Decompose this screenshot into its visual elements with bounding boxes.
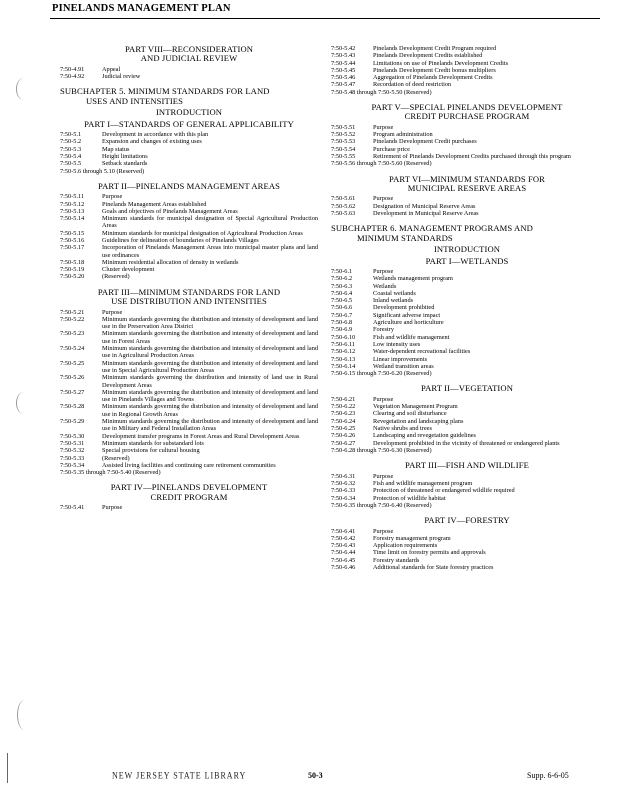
toc-entry	[331, 564, 603, 571]
toc-entry	[331, 81, 603, 88]
heading-line: PART I—WETLANDS	[425, 255, 509, 266]
section-title: Development in Municipal Reserve Areas	[373, 210, 479, 218]
section-number: 7:50-5.25	[60, 359, 85, 367]
section-title: Retirement of Pinelands Development Credits purchased through this program	[373, 153, 571, 161]
section-number: 7:50-5.22	[60, 315, 85, 323]
toc-entry	[60, 66, 318, 73]
toc-entry	[331, 67, 603, 74]
section-title: Inland wetlands	[373, 297, 414, 305]
reserved-range: 7:50-5.35 through 7:50-5.40 (Reserved)	[60, 469, 161, 477]
section-number: 7:50-5.4	[60, 152, 82, 160]
left-column	[60, 45, 318, 512]
heading-line: AND JUDICIAL REVIEW	[140, 53, 238, 64]
section-title: Limitations on use of Pinelands Development Credits	[373, 59, 509, 67]
toc-entry	[331, 480, 603, 487]
section-number: 7:50-5.32	[60, 447, 85, 455]
toc-entry	[331, 268, 603, 275]
section-number: 7:50-5.51	[331, 123, 356, 131]
toc-entry	[331, 334, 603, 341]
section-number: 7:50-5.5	[60, 160, 82, 168]
heading-line: PART I—STANDARDS OF GENERAL APPLICABILITY	[84, 118, 294, 129]
section-number: 7:50-6.12	[331, 348, 356, 356]
toc-entry	[331, 396, 603, 403]
section-title: Purpose	[373, 268, 394, 275]
part-heading	[331, 257, 603, 266]
toc-entry	[331, 195, 603, 202]
toc-entry	[60, 215, 318, 230]
toc-entry	[60, 208, 318, 215]
section-number: 7:50-6.31	[331, 472, 356, 480]
toc-entry	[331, 283, 603, 290]
toc-entry	[331, 297, 603, 304]
section-title: Fish and wildlife management program	[373, 479, 473, 487]
heading-line: PART IV—PINELANDS DEVELOPMENT	[110, 482, 268, 493]
section-title: Purpose	[373, 472, 394, 480]
section-number: 7:50-6.6	[331, 304, 353, 312]
toc-entry	[60, 374, 318, 389]
toc-entry	[60, 259, 318, 266]
toc-entry	[331, 210, 603, 217]
section-number: 7:50-6.33	[331, 487, 356, 495]
toc-entry	[60, 389, 318, 404]
section-number: 7:50-6.2	[331, 275, 353, 283]
toc-entry	[331, 403, 603, 410]
section-number: 7:50-6.32	[331, 479, 356, 487]
section-title: Height limitations	[102, 152, 148, 160]
toc-entry	[60, 455, 318, 462]
section-title: Minimum standards governing the distribution and intensity of development and land use in Special Agricultural Production Areas	[102, 359, 318, 374]
toc-entry	[60, 330, 318, 345]
heading-line: SUBCHAPTER 6. MANAGEMENT PROGRAMS AND	[331, 223, 533, 234]
toc-entry	[60, 504, 318, 511]
part-heading	[60, 45, 318, 64]
section-title: Minimum standards for municipal designation of Agricultural Production Areas	[102, 229, 303, 237]
section-title: (Reserved)	[102, 273, 130, 281]
heading-line: PART VI—MINIMUM STANDARDS FOR	[388, 173, 546, 184]
toc-entry	[331, 440, 603, 447]
part-heading	[60, 483, 318, 502]
section-number: 7:50-5.43	[331, 52, 356, 60]
section-title: Landscaping and revegetation guidelines	[373, 432, 476, 440]
section-title: Development in accordance with this plan	[102, 131, 209, 139]
section-title: Minimum standards governing the distribution and intensity of development and land use in the Preservation Area District	[102, 315, 318, 331]
section-title: Incorporation of Pinelands Management Areas into municipal master plans and land use ordinances	[102, 244, 318, 259]
heading-line: PART III—FISH AND WILDLIFE	[405, 460, 529, 471]
section-title: Purpose	[102, 504, 123, 512]
subchapter-heading	[60, 87, 318, 106]
section-title: Aggregation of Pinelands Development Credits	[373, 74, 493, 82]
toc-entry	[331, 410, 603, 417]
section-title: Purpose	[373, 527, 394, 535]
reserved-range: 7:50-6.35 through 7:50-6.40 (Reserved)	[331, 501, 432, 509]
section-number: 7:50-6.45	[331, 556, 356, 564]
toc-entry	[331, 203, 603, 210]
toc-entry	[331, 542, 603, 549]
section-number: 7:50-6.34	[331, 494, 356, 502]
section-number: 7:50-5.41	[60, 504, 85, 512]
section-title: Expansion and changes of existing uses	[102, 138, 202, 146]
toc-entry	[331, 473, 603, 480]
toc-entry	[331, 146, 603, 153]
heading-line: PART II—PINELANDS MANAGEMENT AREAS	[97, 180, 281, 191]
section-title: Forestry	[373, 326, 394, 334]
heading-line: PART V—SPECIAL PINELANDS DEVELOPMENT	[371, 102, 563, 113]
section-title: Time limit on forestry permits and approvals	[373, 549, 486, 557]
section-title: Forestry standards	[373, 556, 420, 564]
toc-entry	[331, 341, 603, 348]
reserved-range: 7:50-5.56 through 7:50-5.60 (Reserved)	[331, 160, 432, 168]
section-title: Development prohibited	[373, 304, 435, 312]
toc-entry	[60, 160, 318, 167]
section-title: Protection of threatened or endangered wildlife required	[373, 487, 515, 495]
section-title: Pinelands Development Credit purchases	[373, 138, 477, 146]
section-title: Clearing and soil disturbance	[373, 410, 447, 418]
section-number: 7:50-6.44	[331, 549, 356, 557]
section-title: Recordation of deed restriction	[373, 81, 452, 89]
edge-mark	[7, 753, 8, 783]
part-heading	[60, 120, 318, 129]
toc-entry	[331, 131, 603, 138]
section-title: Pinelands Development Credit bonus multipliers	[373, 66, 496, 74]
section-number: 7:50-5.47	[331, 81, 356, 89]
toc-entry	[331, 487, 603, 494]
section-title: Water-dependent recreational facilities	[373, 348, 471, 356]
section-number: 7:50-6.5	[331, 297, 353, 305]
section-title: Designation of Municipal Reserve Areas	[373, 202, 476, 210]
toc-entry	[60, 447, 318, 454]
section-title: Agriculture and horticulture	[373, 319, 444, 327]
reserved-range: 7:50-6.15 through 7:50-6.20 (Reserved)	[331, 370, 432, 378]
toc-entry	[60, 316, 318, 331]
right-column	[331, 45, 603, 571]
part-heading	[60, 288, 318, 307]
section-title: Development transfer programs in Forest Areas and Rural Development Areas	[102, 432, 300, 440]
heading-line: INTRODUCTION	[433, 244, 501, 255]
toc-entry	[60, 244, 318, 259]
section-title: Purpose	[102, 193, 123, 201]
section-title: Linear improvements	[373, 355, 428, 363]
heading-line: MUNICIPAL RESERVE AREAS	[407, 183, 527, 194]
section-number: 7:50-5.46	[331, 74, 356, 82]
section-number: 7:50-6.9	[331, 326, 353, 334]
section-number: 7:50-6.13	[331, 355, 356, 363]
section-number: 7:50-5.61	[331, 195, 356, 203]
section-number: 7:50-6.4	[331, 289, 353, 297]
section-number: 7:50-6.27	[331, 439, 356, 447]
section-number: 7:50-5.31	[60, 439, 85, 447]
section-number: 7:50-5.1	[60, 131, 82, 139]
section-number: 7:50-5.52	[331, 131, 356, 139]
section-number: 7:50-5.26	[60, 374, 85, 382]
toc-entry	[60, 403, 318, 418]
section-number: 7:50-5.15	[60, 229, 85, 237]
section-number: 7:50-6.41	[331, 527, 356, 535]
section-title: Wetlands	[373, 282, 397, 290]
section-title: Forestry management program	[373, 534, 451, 542]
toc-entry	[331, 312, 603, 319]
section-number: 7:50-5.42	[331, 45, 356, 52]
heading-line: INTRODUCTION	[155, 107, 223, 118]
section-title: Cluster development	[102, 266, 155, 274]
punch-hole-bottom	[17, 700, 32, 730]
toc-entry	[60, 146, 318, 153]
section-number: 7:50-6.21	[331, 395, 356, 403]
section-title: Judicial review	[102, 73, 141, 81]
reserved-range: 7:50-5.6 through 5.10 (Reserved)	[60, 167, 145, 175]
section-title: Minimum standards governing the distribution and intensity of development and land use in Agricultural Production Areas	[102, 345, 318, 360]
section-title: Wetlands management program	[373, 275, 453, 283]
page-header-title: PINELANDS MANAGEMENT PLAN	[52, 3, 231, 14]
section-number: 7:50-5.18	[60, 258, 85, 266]
section-title: Pinelands Management Areas established	[102, 200, 207, 208]
supplement-date: Supp. 6-6-05	[527, 771, 569, 780]
toc-entry	[60, 230, 318, 237]
heading-line: USE DISTRIBUTION AND INTENSITIES	[111, 296, 267, 307]
section-number: 7:50-5.12	[60, 200, 85, 208]
section-number: 7:50-5.23	[60, 330, 85, 338]
section-title: Pinelands Development Credits established	[373, 52, 483, 60]
section-number: 7:50-5.44	[331, 59, 356, 67]
section-title: Minimum standards governing the distribution and intensity of development and land use in Pinelands Villages and Towns	[102, 388, 318, 404]
section-title: Appeal	[102, 65, 121, 73]
heading-line: PART VIII—RECONSIDERATION	[124, 44, 254, 54]
toc-entry	[331, 124, 603, 131]
section-title: Additional standards for State forestry practices	[373, 564, 494, 572]
toc-entry	[60, 309, 318, 316]
section-title: Special provisions for cultural housing	[102, 447, 200, 455]
toc-entry	[331, 74, 603, 81]
section-number: 7:50-5.30	[60, 432, 85, 440]
toc-entry	[60, 440, 318, 447]
toc-entry	[60, 73, 318, 80]
section-number: 7:50-5.27	[60, 388, 85, 396]
toc-entry	[331, 348, 603, 355]
section-title: Minimum standards for substandard lots	[102, 439, 204, 447]
section-number: 7:50-5.55	[331, 153, 356, 161]
toc-entry	[331, 363, 603, 370]
section-number: 7:50-5.53	[331, 138, 356, 146]
section-title: Revegetation and landscaping plans	[373, 417, 464, 425]
heading-line: MINIMUM STANDARDS	[357, 232, 453, 243]
section-number: 7:50-5.14	[60, 215, 85, 223]
section-number: 7:50-5.33	[60, 454, 85, 462]
section-number: 7:50-5.63	[331, 210, 356, 218]
toc-entry	[331, 45, 603, 52]
section-number: 7:50-6.1	[331, 268, 353, 275]
section-number: 7:50-6.23	[331, 410, 356, 418]
section-number: 7:50-5.20	[60, 273, 85, 281]
toc-entry	[60, 273, 318, 280]
section-title: Assisted living facilities and continuing care retirement communities	[102, 461, 276, 469]
toc-entry	[331, 153, 603, 160]
section-number: 7:50-5.24	[60, 345, 85, 353]
section-number: 7:50-5.45	[331, 66, 356, 74]
toc-entry	[331, 528, 603, 535]
toc-entry	[60, 237, 318, 244]
section-title: Setback standards	[102, 160, 148, 168]
punch-hole-middle	[16, 392, 31, 414]
section-number: 7:50-6.11	[331, 340, 356, 348]
toc-entry	[331, 304, 603, 311]
section-number: 7:50-6.3	[331, 282, 353, 290]
section-number: 7:50-6.43	[331, 542, 356, 550]
toc-entry	[60, 138, 318, 145]
section-title: Purpose	[373, 123, 394, 131]
toc-entry	[331, 60, 603, 67]
section-number: 7:50-5.3	[60, 145, 82, 153]
subchapter-heading	[331, 224, 603, 243]
section-number: 7:50-6.42	[331, 534, 356, 542]
part-heading	[60, 108, 318, 117]
header-rule	[50, 18, 600, 19]
section-title: Coastal wetlands	[373, 289, 416, 297]
toc-entry	[331, 290, 603, 297]
section-number: 7:50-6.46	[331, 564, 356, 572]
toc-entry	[331, 557, 603, 564]
toc-entry	[60, 153, 318, 160]
heading-line: SUBCHAPTER 5. MINIMUM STANDARDS FOR LAND	[60, 86, 270, 97]
part-heading	[331, 384, 603, 393]
section-title: Minimum residential allocation of density in wetlands	[102, 258, 239, 266]
section-number: 7:50-5.34	[60, 461, 85, 469]
section-number: 7:50-6.24	[331, 417, 356, 425]
section-title: Purpose	[373, 195, 394, 203]
part-heading	[331, 103, 603, 122]
heading-line: PART IV—FORESTRY	[424, 515, 510, 526]
toc-entry	[331, 418, 603, 425]
toc-entry	[331, 275, 603, 282]
section-number: 7:50-5.29	[60, 418, 85, 426]
punch-hole-top	[16, 78, 31, 100]
section-title: Guidelines for delineation of boundaries of Pinelands Villages	[102, 237, 259, 244]
toc-entry	[60, 433, 318, 440]
toc-entry	[331, 319, 603, 326]
part-heading	[60, 182, 318, 191]
heading-line: CREDIT PROGRAM	[150, 491, 228, 502]
heading-line: PART II—VEGETATION	[420, 383, 514, 394]
section-title: Vegetation Management Program	[373, 403, 458, 411]
heading-line: CREDIT PURCHASE PROGRAM	[404, 111, 530, 122]
section-number: 7:50-6.25	[331, 425, 356, 433]
section-number: 7:50-5.19	[60, 266, 85, 274]
section-number: 7:50-4.91	[60, 65, 85, 73]
section-title: Application requirements	[373, 542, 438, 550]
toc-entry	[331, 326, 603, 333]
toc-entry	[331, 432, 603, 439]
section-number: 7:50-4.92	[60, 73, 85, 81]
section-number: 7:50-5.16	[60, 237, 85, 244]
section-title: Minimum standards governing the distribution and intensity of development and land use in Forest Areas	[102, 330, 318, 345]
heading-line: USES AND INTENSITIES	[86, 95, 184, 106]
toc-entry	[331, 495, 603, 502]
section-title: Program administration	[373, 131, 433, 139]
part-heading	[331, 245, 603, 254]
section-number: 7:50-5.2	[60, 138, 82, 146]
reserved-range: 7:50-6.28 through 7:50-6.30 (Reserved)	[331, 446, 432, 454]
toc-entry	[331, 425, 603, 432]
section-number: 7:50-5.21	[60, 308, 85, 316]
section-number: 7:50-5.13	[60, 207, 85, 215]
section-title: Low intensity uses	[373, 340, 421, 348]
section-number: 7:50-5.62	[331, 202, 356, 210]
reserved-range: 7:50-5.48 through 7:50-5.50 (Reserved)	[331, 88, 432, 96]
section-number: 7:50-5.17	[60, 244, 85, 252]
section-title: Purpose	[373, 395, 394, 403]
section-title: (Reserved)	[102, 454, 130, 462]
part-heading	[331, 175, 603, 194]
section-number: 7:50-5.11	[60, 193, 85, 201]
toc-entry	[60, 266, 318, 273]
section-number: 7:50-6.26	[331, 432, 356, 440]
section-title: Significant adverse impact	[373, 311, 441, 319]
section-title: Minimum standards governing the distribution and intensity of land use in Rural Development Areas	[102, 374, 318, 389]
toc-entry	[60, 462, 318, 469]
section-title: Fish and wildlife management	[373, 333, 450, 341]
section-title: Native shrubs and trees	[373, 425, 432, 433]
toc-entry	[60, 131, 318, 138]
toc-entry	[331, 138, 603, 145]
toc-entry	[60, 418, 318, 433]
section-number: 7:50-6.14	[331, 362, 356, 370]
section-title: Development prohibited in the vicinity of threatened or endangered plants	[373, 439, 560, 447]
toc-entry	[331, 356, 603, 363]
toc-entry	[60, 360, 318, 375]
section-title: Minimum standards governing the distribution and intensity of development and land use in Military and Federal Installation Areas	[102, 418, 318, 433]
section-number: 7:50-6.7	[331, 311, 353, 319]
toc-entry	[331, 549, 603, 556]
section-title: Map status	[102, 145, 130, 153]
section-title: Minimum standards for municipal designation of Special Agricultural Production Areas	[102, 215, 318, 230]
section-number: 7:50-5.28	[60, 403, 85, 411]
section-title: Goals and objectives of Pinelands Management Areas	[102, 207, 238, 215]
toc-entry	[60, 345, 318, 360]
section-title: Purpose	[102, 308, 123, 316]
section-number: 7:50-6.22	[331, 403, 356, 411]
library-stamp: NEW JERSEY STATE LIBRARY	[112, 770, 247, 781]
section-title: Wetland transition areas	[373, 362, 434, 370]
section-number: 7:50-6.10	[331, 333, 356, 341]
toc-entry	[331, 52, 603, 59]
toc-entry	[60, 193, 318, 200]
part-heading	[331, 516, 603, 525]
toc-entry	[60, 201, 318, 208]
page-number: 50-3	[308, 771, 323, 780]
section-title: Minimum standards governing the distribution and intensity of development and land use in Regional Growth Areas	[102, 403, 318, 418]
section-number: 7:50-5.54	[331, 145, 356, 153]
section-number: 7:50-6.8	[331, 319, 353, 327]
section-title: Purchase price	[373, 145, 410, 153]
part-heading	[331, 461, 603, 470]
toc-entry	[331, 535, 603, 542]
section-title: Pinelands Development Credit Program required	[373, 45, 497, 52]
section-title: Protection of wildlife habitat	[373, 494, 446, 502]
heading-line: PART III—MINIMUM STANDARDS FOR LAND	[97, 286, 281, 297]
